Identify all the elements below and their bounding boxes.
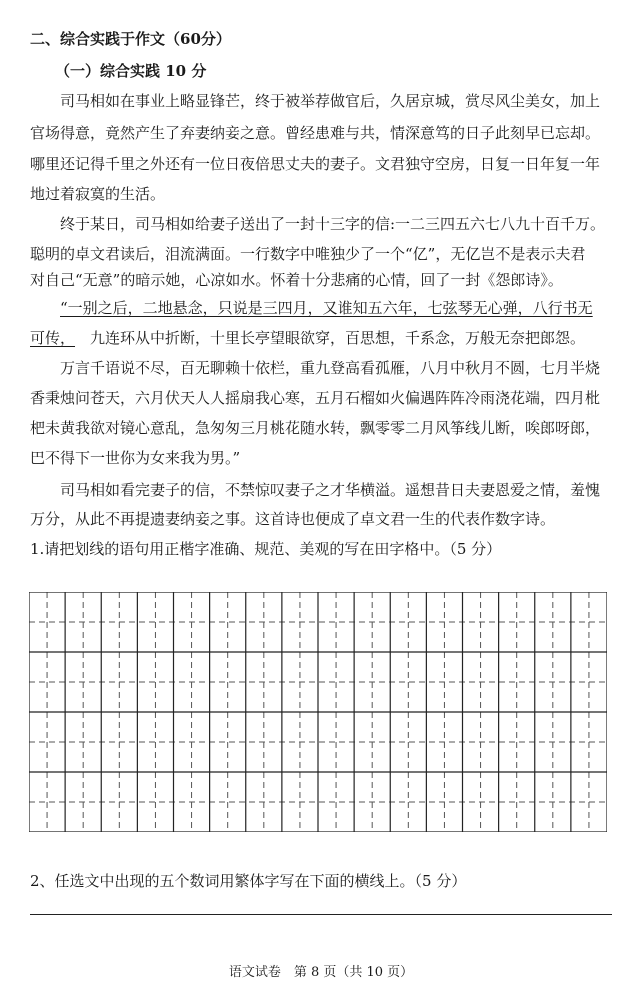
passage-line: 司马相如在事业上略显锋芒，终于被举荐做官后，久居京城，赏尽风尘美女，加上 <box>60 92 601 110</box>
passage-line: 九连环从中折断，十里长亭望眼欲穿，百思想，千系念，万般无奈把郎怨。 <box>90 329 586 347</box>
section-heading: 二、综合实践于作文（60分） <box>30 30 231 48</box>
passage-line: 地过着寂寞的生活。 <box>30 185 166 203</box>
passage-line: 香秉烛问苍天，六月伏天人人摇扇我心寒，五月石榴如火偏遇阵阵冷雨浇花端，四月枇 <box>30 389 601 407</box>
passage-line: 杷未黄我欲对镜心意乱，急匆匆三月桃花随水转，飘零零二月风筝线儿断，唉郎呀郎， <box>30 419 601 437</box>
passage-line: 哪里还记得千里之外还有一位日夜倍思丈夫的妻子。文君独守空房，日复一日年复一年 <box>30 155 601 173</box>
underlined-poem-line: “一别之后，二地悬念，只说是三四月，又谁知五六年，七弦琴无心弹，八行书无 <box>60 299 593 317</box>
section-subheading: （一）综合实践 10 分 <box>55 62 207 80</box>
passage-line: 司马相如看完妻子的信，不禁惊叹妻子之才华横溢。遥想昔日夫妻恩爱之情，羞愧 <box>60 481 601 499</box>
answer-line[interactable] <box>30 914 612 915</box>
passage-line: 聪明的卓文君读后，泪流满面。一行数字中唯独少了一个“亿”，无亿岂不是表示夫君 <box>30 245 586 263</box>
question-1: 1.请把划线的语句用正楷字准确、规范、美观的写在田字格中。（5 分） <box>30 540 502 558</box>
question-2: 2、任选文中出现的五个数词用繁体字写在下面的横线上。（5 分） <box>30 872 467 890</box>
page-footer: 语文试卷 第 8 页（共 10 页） <box>228 965 414 980</box>
passage-line: 万分，从此不再提遗妻纳妾之事。这首诗也便成了卓文君一生的代表作数字诗。 <box>30 510 556 528</box>
passage-line: 对自己“无意”的暗示她，心凉如水。怀着十分悲痛的心情，回了一封《怨郎诗》。 <box>30 271 563 289</box>
passage-line: 官场得意，竟然产生了弃妻纳妾之意。曾经患难与共，情深意笃的日子此刻早已忘却。 <box>30 124 601 142</box>
tianzige-writing-grid[interactable] <box>29 592 607 832</box>
underlined-poem-line: 可传， <box>30 329 76 347</box>
passage-line: 终于某日，司马相如给妻子送出了一封十三字的信:一二三四五六七八九十百千万。 <box>60 215 606 233</box>
passage-line: 巴不得下一世你为女来我为男。” <box>30 449 241 467</box>
passage-line: 万言千语说不尽，百无聊赖十依栏，重九登高看孤雁，八月中秋月不圆，七月半烧 <box>60 359 601 377</box>
